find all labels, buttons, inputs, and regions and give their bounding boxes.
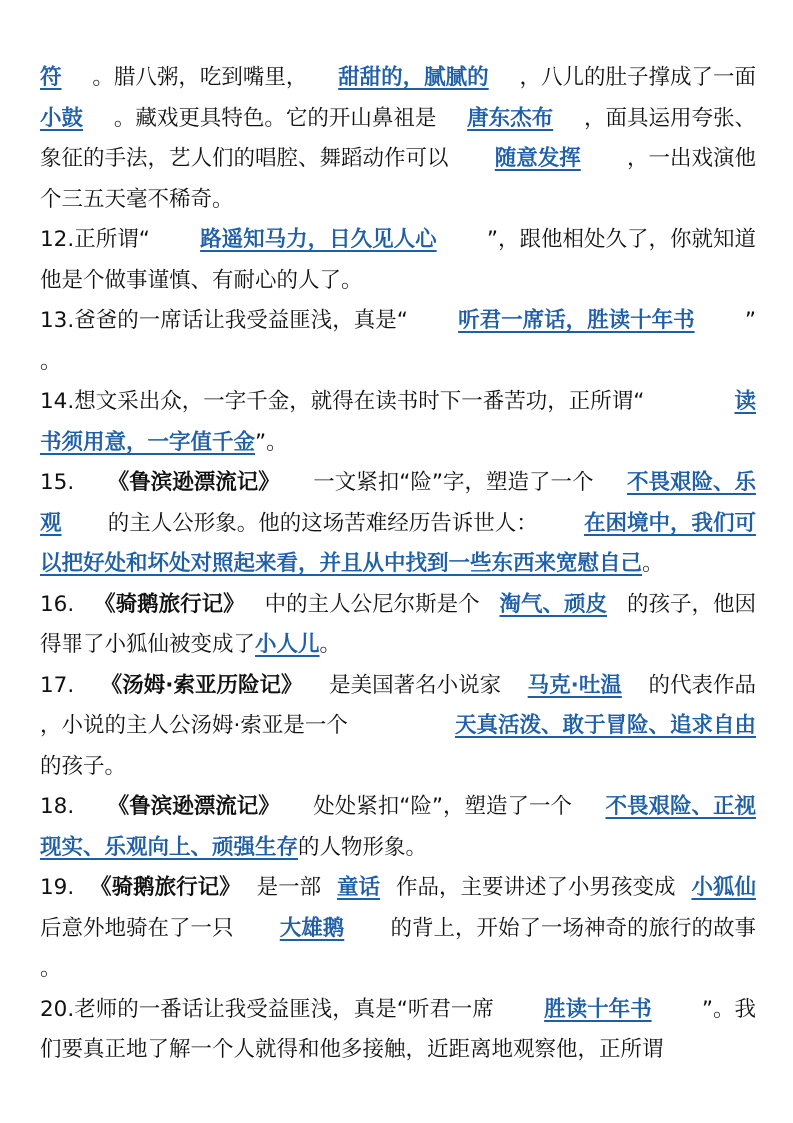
- answer-text: 书须用意，一字值千金: [40, 429, 256, 455]
- answer-text: 随意发挥: [494, 146, 581, 171]
- answer-text: 马克·吐温: [527, 672, 622, 698]
- answer-text: 小狐仙: [691, 875, 756, 900]
- body-text: 。: [642, 551, 664, 576]
- body-text: 。: [319, 632, 342, 657]
- body-text: 。腊八粥，吃到嘴里，: [92, 65, 308, 90]
- body-text: 12.正所谓“: [40, 227, 150, 252]
- text-line: [40, 625, 756, 666]
- text-line: [40, 585, 756, 626]
- text-line: [40, 504, 756, 545]
- body-text: 一文紧扣“险”字，塑造了一个: [313, 470, 594, 495]
- text-line: [40, 949, 756, 990]
- answer-text: 不畏艰险、乐: [626, 470, 756, 495]
- answer-text: 符: [40, 65, 62, 90]
- text-line: [40, 666, 756, 707]
- body-text: 的代表作品: [648, 672, 756, 698]
- body-text: 20.老师的一番话让我受益匪浅，真是“听君一席: [40, 996, 494, 1022]
- text-line: [40, 463, 756, 504]
- body-text: 。: [40, 348, 62, 374]
- body-text: 13.爸爸的一席话让我受益匪浅，真是“: [40, 308, 408, 333]
- body-text: ，面具运用夸张、: [583, 105, 756, 131]
- body-text: ”。: [255, 429, 288, 455]
- body-text: 后意外地骑在了一只: [40, 915, 234, 941]
- body-text: ，一出戏演他: [626, 146, 756, 171]
- body-text: 得罪了小狐仙被变成了: [40, 632, 256, 657]
- body-text: 是美国著名小说家: [329, 672, 502, 698]
- body-text: 。藏戏更具特色。它的开山鼻祖是: [113, 105, 437, 131]
- text-line: [40, 747, 756, 788]
- body-text: ，八儿的肚子撑成了一面: [519, 65, 756, 90]
- body-text: 18.: [40, 794, 75, 819]
- text-line: [40, 139, 756, 180]
- answer-text: 小鼓: [40, 105, 84, 131]
- answer-text: 淘气、顽皮: [499, 591, 608, 617]
- answer-text: 唐东杰布: [467, 105, 554, 131]
- worksheet-page: [40, 58, 756, 1071]
- answer-text: 听君一席话，胜读十年书: [458, 308, 695, 333]
- answer-text: 不畏艰险、正视: [605, 794, 756, 819]
- answer-text: 观: [40, 510, 62, 536]
- body-text: 19.: [40, 875, 75, 900]
- text-line: [40, 58, 756, 99]
- answer-text: 甜甜的，腻腻的: [338, 65, 489, 90]
- text-line: [40, 220, 756, 261]
- text-line: [40, 1030, 756, 1071]
- text-line: [40, 342, 756, 383]
- text-line: [40, 868, 756, 909]
- text-line: [40, 301, 756, 342]
- text-line: [40, 909, 756, 950]
- body-text: 14.想文采出众，一字千金，就得在读书时下一番苦功，正所谓“: [40, 389, 645, 414]
- answer-text: 小人儿: [255, 632, 320, 657]
- book-title-text: 《鲁滨逊漂流记》: [107, 794, 280, 819]
- body-text: 中的主人公尼尔斯是个: [264, 591, 480, 617]
- body-text: 15.: [40, 470, 75, 495]
- body-text: ”，跟他相处久了，你就知道: [486, 227, 756, 252]
- text-line: [40, 261, 756, 302]
- body-text: 们要真正地了解一个人就得和他多接触，近距离地观察他，正所谓: [40, 1037, 664, 1062]
- text-line: [40, 828, 756, 869]
- body-text: 的人物形象。: [298, 834, 428, 860]
- body-text: 处处紧扣“险”，塑造了一个: [313, 794, 572, 819]
- answer-text: 现实、乐观向上、顽强生存: [40, 834, 299, 860]
- book-title-text: 《骑鹅旅行记》: [90, 875, 241, 900]
- answer-text: 胜读十年书: [544, 996, 652, 1022]
- book-title-text: 《鲁滨逊漂流记》: [107, 470, 280, 495]
- text-line: [40, 787, 756, 828]
- answer-text: 读: [734, 389, 756, 414]
- body-text: 17.: [40, 672, 75, 698]
- body-text: 象征的手法，艺人们的唱腔、舞蹈动作可以: [40, 146, 449, 171]
- answer-text: 路遥知马力，日久见人心: [200, 227, 437, 252]
- body-text: 个三五天毫不稀奇。: [40, 186, 234, 212]
- body-text: 他是个做事谨慎、有耐心的人了。: [40, 267, 363, 293]
- answer-text: 以把好处和坏处对照起来看，并且从中找到一些东西来宽慰自己: [40, 551, 643, 576]
- text-line: [40, 423, 756, 464]
- answer-text: 童话: [337, 875, 381, 900]
- text-line: [40, 706, 756, 747]
- body-text: 16.: [40, 591, 75, 617]
- body-text: 的主人公形象。他的这场苦难经历告诉世人：: [107, 510, 538, 536]
- body-text: 的孩子。: [40, 753, 127, 779]
- text-line: [40, 99, 756, 140]
- text-line: [40, 382, 756, 423]
- book-title-text: 《汤姆·索亚历险记》: [100, 672, 303, 698]
- text-line: [40, 990, 756, 1031]
- text-line: [40, 544, 756, 585]
- body-text: ”: [744, 308, 756, 333]
- text-line: [40, 180, 756, 221]
- answer-text: 天真活泼、敢于冒险、追求自由: [454, 713, 756, 738]
- body-text: 。: [40, 956, 62, 981]
- book-title-text: 《骑鹅旅行记》: [94, 591, 245, 617]
- body-text: 作品，主要讲述了小男孩变成: [396, 875, 676, 900]
- body-text: 的孩子，他因: [626, 591, 756, 617]
- body-text: 是一部: [256, 875, 322, 900]
- body-text: ，小说的主人公汤姆·索亚是一个: [40, 713, 348, 738]
- body-text: 的背上，开始了一场神奇的旅行的故事: [390, 915, 756, 941]
- body-text: ”。我: [701, 996, 756, 1022]
- answer-text: 大雄鹅: [279, 915, 345, 941]
- answer-text: 在困境中，我们可: [583, 510, 756, 536]
